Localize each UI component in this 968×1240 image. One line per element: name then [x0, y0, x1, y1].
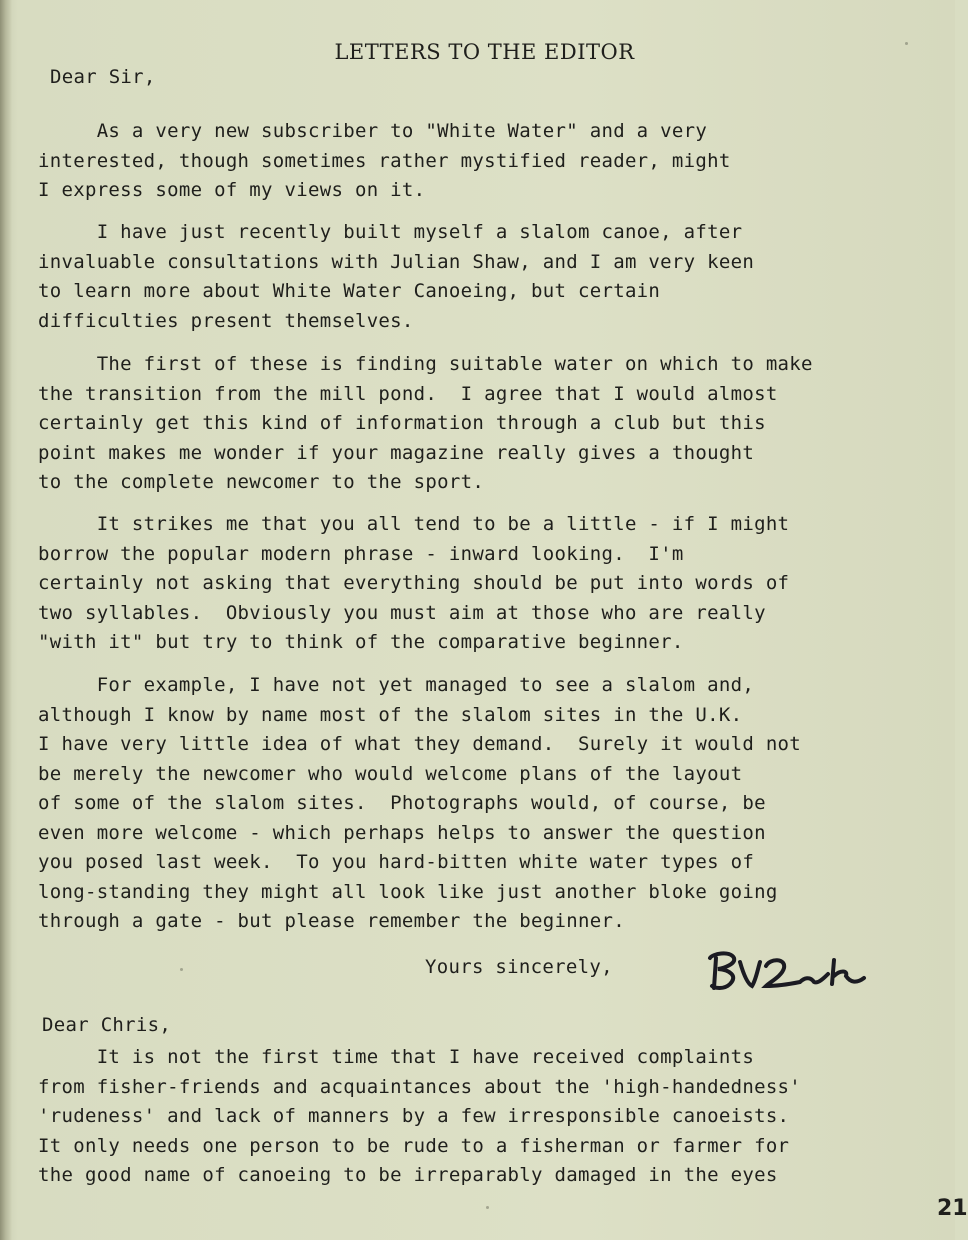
handwritten-signature — [700, 936, 880, 996]
letter1-closing: Yours sincerely, — [425, 956, 613, 978]
binding-edge — [0, 0, 12, 1240]
paper-speck — [905, 42, 908, 45]
page-number: 21 — [937, 1196, 968, 1221]
paper-speck — [486, 1206, 489, 1209]
letter1-paragraph-4: It strikes me that you all tend to be a little - if I might borrow the popular modern phrase - inward looking. I'm certainly not asking that everything should be put into words of two syllables. Obviously you must aim at those who are really "with it" but try to think of the comparative beginner. — [38, 513, 790, 653]
letter2-body: It is not the first time that I have received complaints from fisher-friends and acquaintances about the 'high-handedness' 'rudeness' and lack of manners by a few irresponsible canoeists. It only needs one person to be rude to a fisherman or farmer for the good name of canoeing to be irreparably damaged in the eyes — [38, 1046, 802, 1186]
paper-speck — [180, 968, 183, 971]
letter1-paragraph-2: I have just recently built myself a slalom canoe, after invaluable consultations with Julian Shaw, and I am very keen to learn more about White Water Canoeing, but certain difficulties present themselves. — [38, 221, 755, 332]
letter1-paragraph-1: As a very new subscriber to "White Water" and a very interested, though sometimes rather mystified reader, might I express some of my views on it. — [38, 120, 731, 201]
letter1-paragraph-5: For example, I have not yet managed to see a slalom and, although I know by name most of the slalom sites in the U.K. I have very little idea of what they demand. Surely it would not be merely the newcomer who would welcome plans of the layout of some of the slalom sites. Photographs would, of course, be even more welcome - which perhaps helps to answer the question you posed last week. To you hard-bitten white water types of long-standing they might all look like just another bloke going through a gate - but please remember the beginner. — [38, 674, 802, 932]
letter1-paragraph-3: The first of these is finding suitable water on which to make the transition from the mill pond. I agree that I would almost certainly get this kind of information through a club but this point makes me wonder if your magazine really gives a thought to the complete newcomer to the sport. — [38, 353, 813, 493]
page-heading: LETTERS TO THE EDITOR — [334, 40, 635, 64]
letter1-salutation: Dear Sir, — [50, 66, 156, 88]
letter2-salutation: Dear Chris, — [42, 1014, 172, 1036]
